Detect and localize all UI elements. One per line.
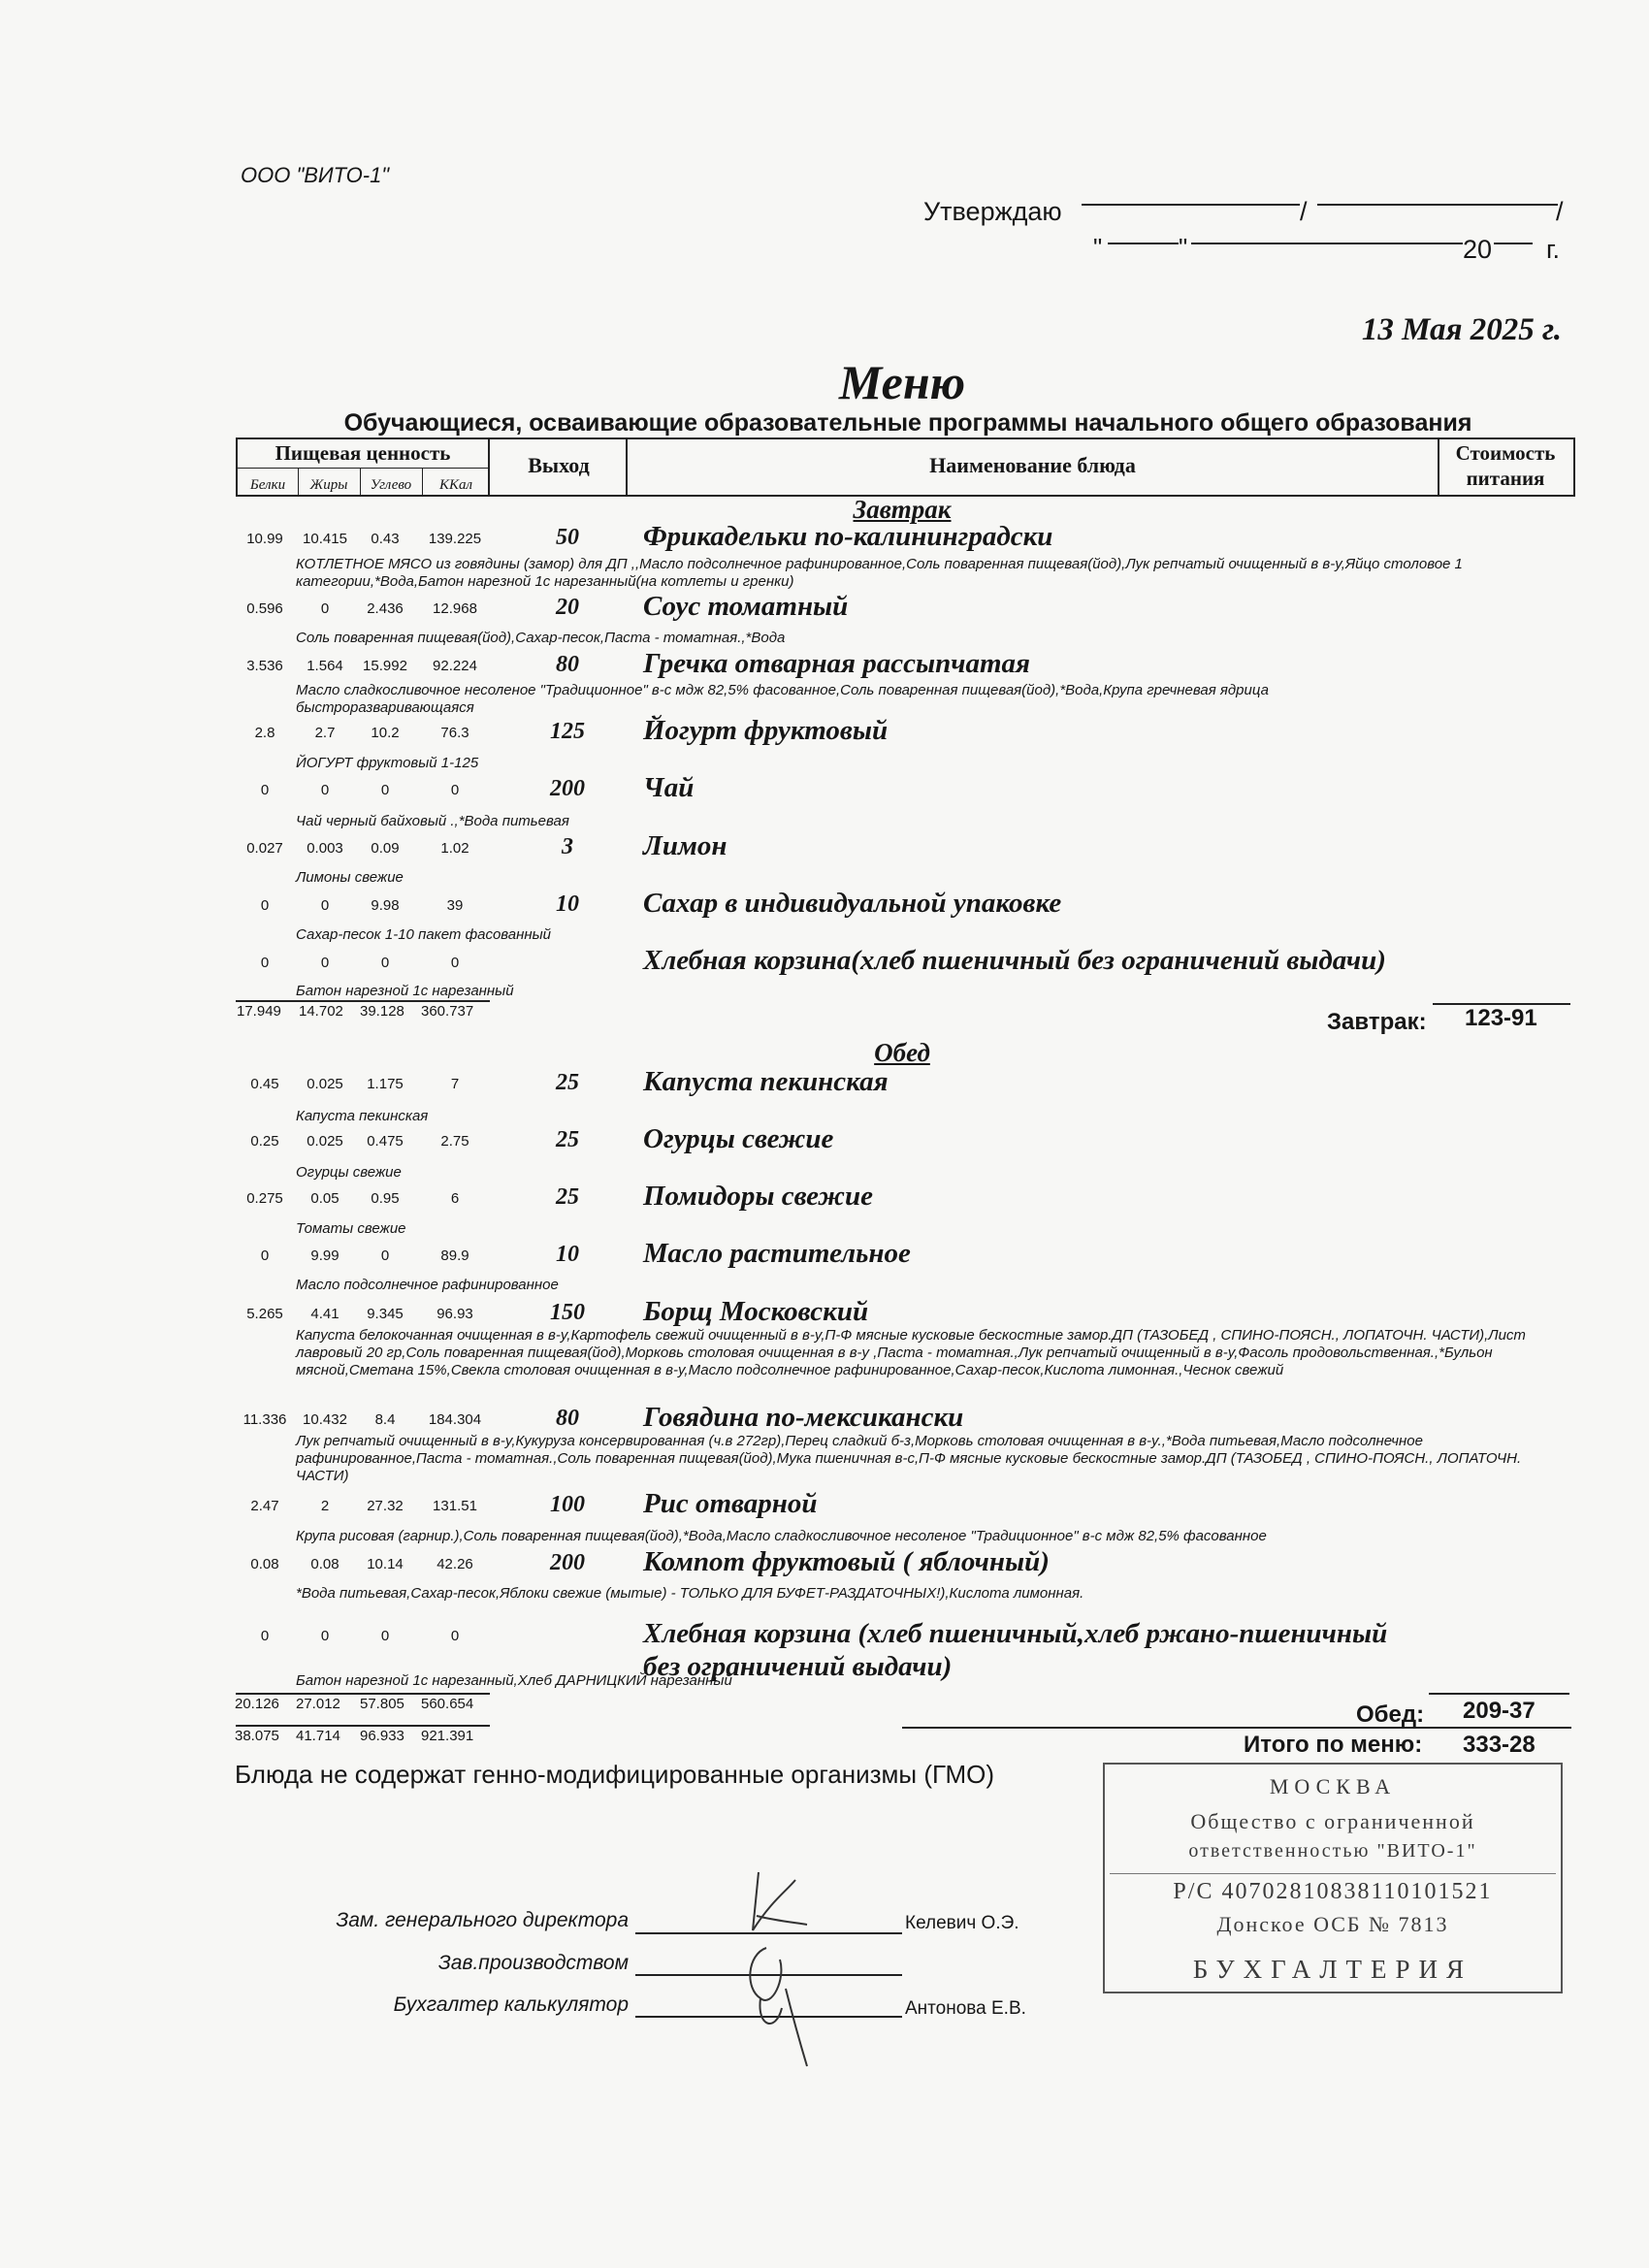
dish-name: Компот фруктовый ( яблочный)	[643, 1546, 1050, 1577]
dish-name: Масло растительное	[643, 1238, 911, 1269]
breakfast-total-fat: 14.702	[299, 1003, 343, 1020]
kcal-value: 39	[446, 897, 464, 914]
protein-value: 0	[260, 955, 270, 971]
quote-open: "	[1093, 233, 1103, 262]
carbs-value: 0.09	[371, 840, 400, 857]
organization-name: ООО "ВИТО-1"	[241, 163, 390, 187]
dish-ingredients: Батон нарезной 1с нарезанный,Хлеб ДАРНИЦКИЙ нарезанный	[296, 1672, 732, 1689]
day-line	[1108, 243, 1179, 244]
signature-name-accountant: Антонова Е.В.	[905, 1998, 1026, 2019]
protein-value: 0.027	[246, 840, 283, 857]
accounting-stamp	[1103, 1763, 1563, 1993]
grand-total-rule	[236, 1725, 490, 1727]
dish-name: Помидоры свежие	[643, 1181, 873, 1212]
yield-value: 150	[550, 1300, 585, 1325]
dish-ingredients: Капуста белокочанная очищенная в в-у,Картофель свежий очищенный в в-у,П-Ф мясные кусковые бескостные замор.ДП (ТАЗОБЕД , СПИНО-ПОЯСН., ЛОПАТОЧН. ЧАСТИ),Лист лавровый 20 гр,Соль поваренная пищевая(йод),Морковь столовая очищенная в в-у ,Паста - томатная.,Лук репчатый очищенный в в-у,Фасоль продовольственная.,*Бульон мясной,Сметана 15%,Свекла столовая очищенная в в-у,Масло подсолнечное рафинированное,Сахар-песок,Кислота лимонная.,Чеснок свежий	[296, 1327, 1526, 1378]
fat-value: 0	[320, 1628, 330, 1644]
signature-role-deputy: Зам. генерального директора	[336, 1909, 629, 1931]
approve-label: Утверждаю	[923, 197, 1062, 226]
dish-ingredients: Батон нарезной 1с нарезанный	[296, 983, 514, 999]
dish-name: Соус томатный	[643, 591, 849, 622]
yield-value: 10	[556, 891, 579, 917]
breakfast-total-kcal: 360.737	[421, 1003, 474, 1020]
lunch-sum-label: Обед:	[1356, 1701, 1425, 1728]
menu-subtitle: Обучающиеся, осваивающие образовательные программы начального общего образования	[343, 409, 1472, 437]
fat-value: 2.7	[314, 725, 336, 741]
dish-name: Говядина по-мексикански	[643, 1402, 964, 1433]
dish-ingredients: *Вода питьевая,Сахар-песок,Яблоки свежие (мытые) - ТОЛЬКО ДЛЯ БУФЕТ-РАЗДАТОЧНЫХ!),Кислота лимонная.	[296, 1585, 1084, 1602]
fat-value: 0	[320, 782, 330, 798]
protein-value: 2.47	[250, 1498, 279, 1514]
dish-name: Йогурт фруктовый	[643, 715, 889, 746]
carbs-value: 27.32	[367, 1498, 404, 1514]
fat-value: 0.003	[307, 840, 343, 857]
fat-header: Жиры	[309, 477, 348, 493]
fat-value: 0.05	[310, 1190, 340, 1207]
fat-value: 0.025	[307, 1076, 343, 1092]
dish-ingredients: Томаты свежие	[296, 1220, 406, 1237]
grand-sum-rule	[902, 1727, 1571, 1729]
yield-value: 25	[556, 1070, 579, 1095]
carbs-value: 2.436	[367, 600, 404, 617]
kcal-value: 76.3	[440, 725, 469, 741]
nutrition-title: Пищевая ценность	[238, 441, 488, 469]
quote-close: "	[1179, 233, 1188, 262]
yield-value: 50	[556, 525, 579, 550]
section-breakfast: Завтрак	[853, 495, 952, 524]
signature-role-accountant: Бухгалтер калькулятор	[393, 1993, 629, 2016]
carbs-value: 15.992	[363, 658, 407, 674]
protein-value: 3.536	[246, 658, 283, 674]
grand-total-label: Итого по меню:	[1244, 1732, 1423, 1758]
kcal-value: 89.9	[440, 1247, 469, 1264]
kcal-value: 139.225	[428, 531, 482, 547]
dish-name: Гречка отварная рассыпчатая	[643, 648, 1030, 679]
protein-value: 0.596	[246, 600, 283, 617]
kcal-value: 96.93	[436, 1306, 473, 1322]
lunch-sum-value: 209-37	[1463, 1698, 1536, 1724]
protein-value: 0	[260, 1247, 270, 1264]
carbs-value: 0	[380, 782, 390, 798]
grand-total-carbs: 96.933	[360, 1728, 404, 1744]
dish-name: Чай	[643, 772, 695, 803]
menu-date: 13 Мая 2025 г.	[1361, 312, 1562, 347]
lunch-sum-rule	[1429, 1693, 1569, 1695]
dish-ingredients: Огурцы свежие	[296, 1164, 402, 1181]
carbs-value: 8.4	[374, 1411, 396, 1428]
breakfast-total-carbs: 39.128	[360, 1003, 404, 1020]
grand-total-fat: 41.714	[296, 1728, 340, 1744]
fat-value: 4.41	[310, 1306, 340, 1322]
dish-ingredients: ЙОГУРТ фруктовый 1-125	[296, 755, 479, 771]
dish-ingredients: Крупа рисовая (гарнир.),Соль поваренная пищевая(йод),*Вода,Масло сладкосливочное несоленое "Традиционное" в-с мдж 82,5% фасованное	[296, 1528, 1267, 1544]
protein-value: 0.45	[250, 1076, 279, 1092]
stamp-org-line1: Общество с ограниченной	[1190, 1809, 1475, 1833]
lunch-total-fat: 27.012	[296, 1696, 340, 1712]
dish-name: Капуста пекинская	[643, 1066, 889, 1097]
table-header	[236, 437, 1575, 497]
dish-name: Огурцы свежие	[643, 1123, 834, 1154]
fat-value: 2	[320, 1498, 330, 1514]
carbs-value: 1.175	[367, 1076, 404, 1092]
yield-value: 25	[556, 1184, 579, 1210]
handwritten-signatures	[718, 1863, 854, 2086]
carbs-value: 0	[380, 1628, 390, 1644]
protein-value: 0	[260, 897, 270, 914]
grand-total-kcal: 921.391	[421, 1728, 474, 1744]
yield-value: 10	[556, 1242, 579, 1267]
lunch-total-carbs: 57.805	[360, 1696, 404, 1712]
yield-value: 80	[556, 1406, 579, 1431]
protein-header: Белки	[249, 477, 286, 493]
yield-value: 125	[550, 719, 585, 744]
carbs-value: 0.43	[371, 531, 400, 547]
year-line	[1494, 243, 1533, 244]
yield-value: 20	[556, 595, 579, 620]
section-lunch: Обед	[874, 1038, 930, 1067]
kcal-value: 1.02	[440, 840, 469, 857]
protein-value: 5.265	[246, 1306, 283, 1322]
fat-value: 10.432	[303, 1411, 347, 1428]
fat-value: 0	[320, 600, 330, 617]
yield-value: 100	[550, 1492, 585, 1517]
carbs-value: 0	[380, 1247, 390, 1264]
dish-name: Борщ Московский	[643, 1296, 869, 1327]
yield-value: 25	[556, 1127, 579, 1152]
protein-value: 10.99	[246, 531, 283, 547]
dish-ingredients: Лимоны свежие	[296, 869, 404, 886]
kcal-value: 2.75	[440, 1133, 469, 1150]
yield-value: 200	[550, 1550, 585, 1575]
carbs-value: 10.14	[367, 1556, 404, 1572]
kcal-header: ККал	[439, 477, 472, 493]
cost-header-line2: питания	[1466, 467, 1545, 490]
carbs-value: 10.2	[371, 725, 400, 741]
dish-ingredients: Чай черный байховый .,*Вода питьевая	[296, 813, 569, 829]
protein-value: 0	[260, 782, 270, 798]
dish-name: Фрикадельки по-калининградски	[643, 521, 1053, 552]
yield-value: 200	[550, 776, 585, 801]
dish-name: Лимон	[643, 830, 728, 861]
protein-value: 2.8	[254, 725, 275, 741]
yield-header	[490, 439, 628, 495]
breakfast-total-protein: 17.949	[237, 1003, 281, 1020]
year-prefix: 20	[1463, 235, 1493, 264]
kcal-value: 6	[450, 1190, 460, 1207]
dish-name: Рис отварной	[643, 1488, 818, 1519]
protein-value: 0.25	[250, 1133, 279, 1150]
approve-signature-line	[1082, 204, 1300, 206]
dish-name-continued: без ограничений выдачи)	[643, 1651, 953, 1682]
yield-value: 3	[562, 834, 573, 859]
carbs-header: Углево	[370, 477, 412, 493]
approve-name-line	[1317, 204, 1558, 206]
dish-name: Сахар в индивидуальной упаковке	[643, 888, 1062, 919]
dish-ingredients: Капуста пекинская	[296, 1108, 429, 1124]
fat-value: 0	[320, 897, 330, 914]
stamp-department: БУХГАЛТЕРИЯ	[1192, 1955, 1473, 1984]
yield-value: 80	[556, 652, 579, 677]
stamp-bank: Донское ОСБ № 7813	[1216, 1912, 1449, 1936]
cost-header	[1438, 439, 1573, 495]
fat-value: 10.415	[303, 531, 347, 547]
protein-value: 11.336	[242, 1411, 287, 1428]
kcal-value: 184.304	[428, 1411, 482, 1428]
signature-role-production: Зав.производством	[437, 1952, 629, 1974]
fat-value: 0.08	[310, 1556, 340, 1572]
lunch-total-kcal: 560.654	[421, 1696, 474, 1712]
month-line	[1191, 243, 1463, 244]
protein-value: 0.08	[250, 1556, 279, 1572]
slash: /	[1300, 197, 1308, 226]
grand-total-value: 333-28	[1463, 1732, 1536, 1758]
dish-ingredients: КОТЛЕТНОЕ МЯСО из говядины (замор) для ДП ,,Масло подсолнечное рафинированное,Соль поваренная пищевая(йод),Лук репчатый очищенный в в-у,Яйцо столовое 1 категории,*Вода,Батон нарезной 1с нарезанный(на котлеты и гренки)	[296, 556, 1463, 590]
carbs-value: 0.95	[371, 1190, 400, 1207]
dish-name-header	[628, 439, 1438, 495]
lunch-total-protein: 20.126	[235, 1696, 279, 1712]
dish-name: Хлебная корзина(хлеб пшеничный без ограничений выдачи)	[643, 945, 1386, 976]
cost-header-line1: Стоимость	[1455, 441, 1556, 465]
dish-ingredients: Сахар-песок 1-10 пакет фасованный	[296, 926, 552, 943]
fat-value: 1.564	[307, 658, 343, 674]
slash: /	[1556, 197, 1564, 226]
kcal-value: 0	[450, 1628, 460, 1644]
kcal-value: 0	[450, 782, 460, 798]
dish-name: Хлебная корзина (хлеб пшеничный,хлеб ржано-пшеничный	[643, 1618, 1388, 1649]
kcal-value: 12.968	[433, 600, 477, 617]
lunch-total-rule	[236, 1693, 490, 1695]
carbs-value: 9.98	[371, 897, 400, 914]
protein-value: 0	[260, 1628, 270, 1644]
nutrition-header	[238, 439, 490, 495]
breakfast-total-rule	[236, 1000, 490, 1002]
grand-total-protein: 38.075	[235, 1728, 279, 1744]
stamp-account: Р/С 40702810838110101521	[1173, 1879, 1493, 1904]
carbs-value: 0.475	[367, 1133, 404, 1150]
kcal-value: 0	[450, 955, 460, 971]
carbs-value: 0	[380, 955, 390, 971]
dish-name-header-label: Наименование блюда	[929, 453, 1136, 477]
breakfast-sum-label: Завтрак:	[1327, 1009, 1427, 1035]
breakfast-sum-value: 123-91	[1465, 1005, 1537, 1031]
protein-value: 0.275	[246, 1190, 283, 1207]
dish-ingredients: Масло подсолнечное рафинированное	[296, 1277, 559, 1293]
fat-value: 9.99	[310, 1247, 340, 1264]
page-title: Меню	[838, 355, 966, 409]
dish-ingredients: Лук репчатый очищенный в в-у,Кукуруза консервированная (ч.в 272гр),Перец сладкий б-з,Морковь столовая очищенная в в-у.,*Вода питьевая,Масло подсолнечное рафинированное,Паста - томатная.,Соль поваренная пищевая(йод),Мука пшеничная в-с,П-Ф мясные кусковые бескостные замор.ДП (ТАЗОБЕД , СПИНО-ПОЯСН., ЛОПАТОЧН. ЧАСТИ)	[296, 1433, 1522, 1484]
dish-ingredients: Масло сладкосливочное несоленое "Традиционное" в-с мдж 82,5% фасованное,Соль поваренная пищевая(йод),*Вода,Крупа гречневая ядрица быстроразваривающаяся	[296, 682, 1269, 716]
signature-name-deputy: Келевич О.Э.	[905, 1913, 1019, 1933]
gmo-note: Блюда не содержат генно-модифицированные организмы (ГМО)	[235, 1760, 994, 1789]
year-suffix: г.	[1546, 235, 1561, 264]
dish-ingredients: Соль поваренная пищевая(йод),Сахар-песок,Паста - томатная.,*Вода	[296, 630, 786, 646]
kcal-value: 92.224	[433, 658, 477, 674]
kcal-value: 131.51	[433, 1498, 477, 1514]
fat-value: 0.025	[307, 1133, 343, 1150]
kcal-value: 42.26	[436, 1556, 473, 1572]
stamp-city: МОСКВА	[1269, 1774, 1397, 1798]
stamp-org-line2: ответственностью "ВИТО-1"	[1188, 1840, 1477, 1862]
carbs-value: 9.345	[367, 1306, 404, 1322]
fat-value: 0	[320, 955, 330, 971]
kcal-value: 7	[450, 1076, 460, 1092]
yield-header-label: Выход	[528, 453, 590, 477]
